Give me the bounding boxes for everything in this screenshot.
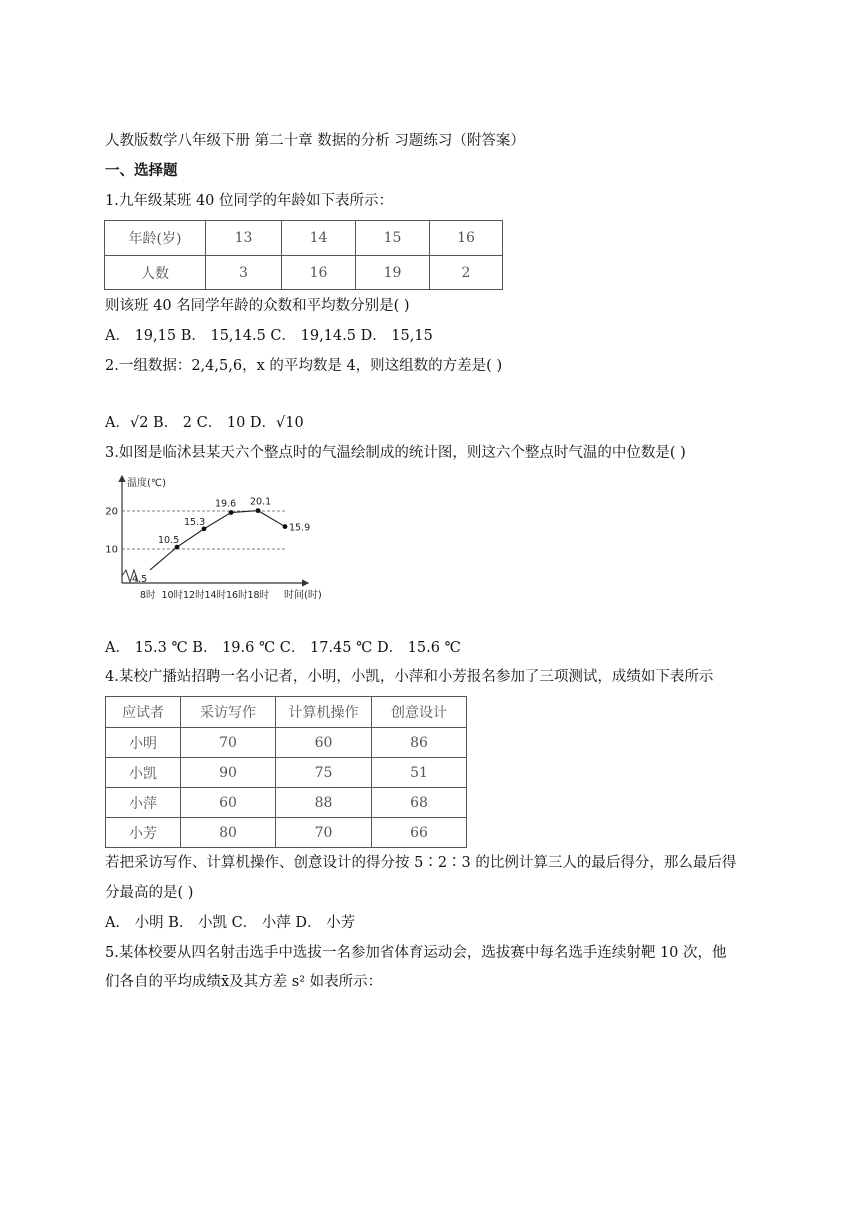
table-cell: 86 (372, 728, 467, 758)
table-row (106, 728, 467, 758)
table-cell: 80 (181, 818, 276, 848)
data-label: 15.3 (184, 516, 206, 528)
q5-stem-line1: 5.某体校要从四名射击选手中选拔一名参加省体育运动会，选拔赛中每名选手连续射靶 10 次，他 (105, 945, 727, 961)
table-cell: 88 (276, 788, 372, 818)
x-axis-label: 时间(时) (284, 590, 322, 601)
section-heading: 一、选择题 (105, 163, 178, 179)
table-cell: 人数 (105, 256, 206, 290)
table-cell: 16 (282, 256, 356, 290)
table-row (105, 256, 503, 290)
table-cell: 小凯 (106, 758, 181, 788)
q3-stem: 3.如图是临沭县某天六个整点时的气温绘制成的统计图，则这六个整点时气温的中位数是( ) (105, 445, 686, 461)
table-cell: 70 (181, 728, 276, 758)
x-tick-label: 10时 (161, 590, 184, 601)
table-cell: 51 (372, 758, 467, 788)
table-cell: 年龄(岁) (105, 221, 206, 256)
q4-question-line1: 若把采访写作、计算机操作、创意设计的得分按 5∶2∶3 的比例计算三人的最后得分，那么最后得 (105, 855, 737, 871)
q5-stem-line2: 们各自的平均成绩x̄及其方差 s² 如表所示： (105, 974, 383, 990)
temperature-line-chart (100, 470, 340, 605)
q1-stem: 1.九年级某班 40 位同学的年龄如下表所示： (105, 193, 394, 209)
q4-score-table (105, 696, 467, 848)
data-label: 19.6 (215, 498, 237, 510)
q1-options: A． 19,15 B． 15,14.5 C． 19,14.5 D． 15,15 (105, 328, 433, 344)
q1-question: 则该班 40 名同学年龄的众数和平均数分别是( ) (105, 298, 410, 314)
q4-stem: 4.某校广播站招聘一名小记者，小明，小凯，小萍和小芳报名参加了三项测试，成绩如下表所示 (105, 669, 714, 685)
table-cell: 小芳 (106, 818, 181, 848)
y-tick-label: 20 (105, 506, 118, 518)
data-point (256, 508, 261, 513)
table-cell: 60 (181, 788, 276, 818)
table-row (106, 818, 467, 848)
table-row (105, 221, 503, 256)
table-row (106, 788, 467, 818)
data-label: 15.9 (289, 522, 311, 534)
table-cell: 75 (276, 758, 372, 788)
x-tick-label: 16时 (226, 590, 248, 601)
table-cell: 16 (430, 221, 503, 256)
table-cell: 小萍 (106, 788, 181, 818)
table-cell: 68 (372, 788, 467, 818)
x-tick-label: 18时 (247, 590, 270, 601)
x-tick-label: 8时 (140, 590, 156, 601)
q4-options: A． 小明 B． 小凯 C． 小萍 D． 小芳 (105, 915, 356, 931)
q3-options: A． 15.3 ℃ B． 19.6 ℃ C． 17.45 ℃ D． 15.6 ℃ (105, 640, 461, 656)
table-cell: 13 (206, 221, 282, 256)
table-header-cell: 应试者 (106, 697, 181, 728)
table-cell: 70 (276, 818, 372, 848)
q1-age-table (104, 220, 503, 290)
table-header-cell: 采访写作 (181, 697, 276, 728)
table-cell: 3 (206, 256, 282, 290)
y-axis-label: 温度(℃) (127, 478, 167, 489)
q2-options: A．√2 B． 2 C． 10 D．√10 (105, 415, 304, 431)
data-point (283, 524, 288, 529)
data-label: 20.1 (250, 496, 272, 508)
table-header-cell: 创意设计 (372, 697, 467, 728)
data-label: 4.5 (132, 573, 148, 585)
table-cell: 15 (356, 221, 430, 256)
table-cell: 66 (372, 818, 467, 848)
table-cell: 90 (181, 758, 276, 788)
data-point (229, 510, 234, 515)
table-header-cell: 计算机操作 (276, 697, 372, 728)
data-label: 10.5 (158, 535, 180, 547)
document-title: 人教版数学八年级下册 第二十章 数据的分析 习题练习（附答案） (105, 133, 525, 149)
table-cell: 19 (356, 256, 430, 290)
table-cell: 14 (282, 221, 356, 256)
table-cell: 60 (276, 728, 372, 758)
table-header-row (106, 697, 467, 728)
q2-stem: 2.一组数据：2,4,5,6，x 的平均数是 4，则这组数的方差是( ) (105, 358, 503, 374)
table-cell: 2 (430, 256, 503, 290)
table-cell: 小明 (106, 728, 181, 758)
x-tick-label: 12时 (183, 590, 205, 601)
x-tick-label: 14时 (204, 590, 227, 601)
table-row (106, 758, 467, 788)
y-tick-label: 10 (105, 544, 118, 556)
q4-question-line2: 分最高的是( ) (105, 885, 194, 901)
